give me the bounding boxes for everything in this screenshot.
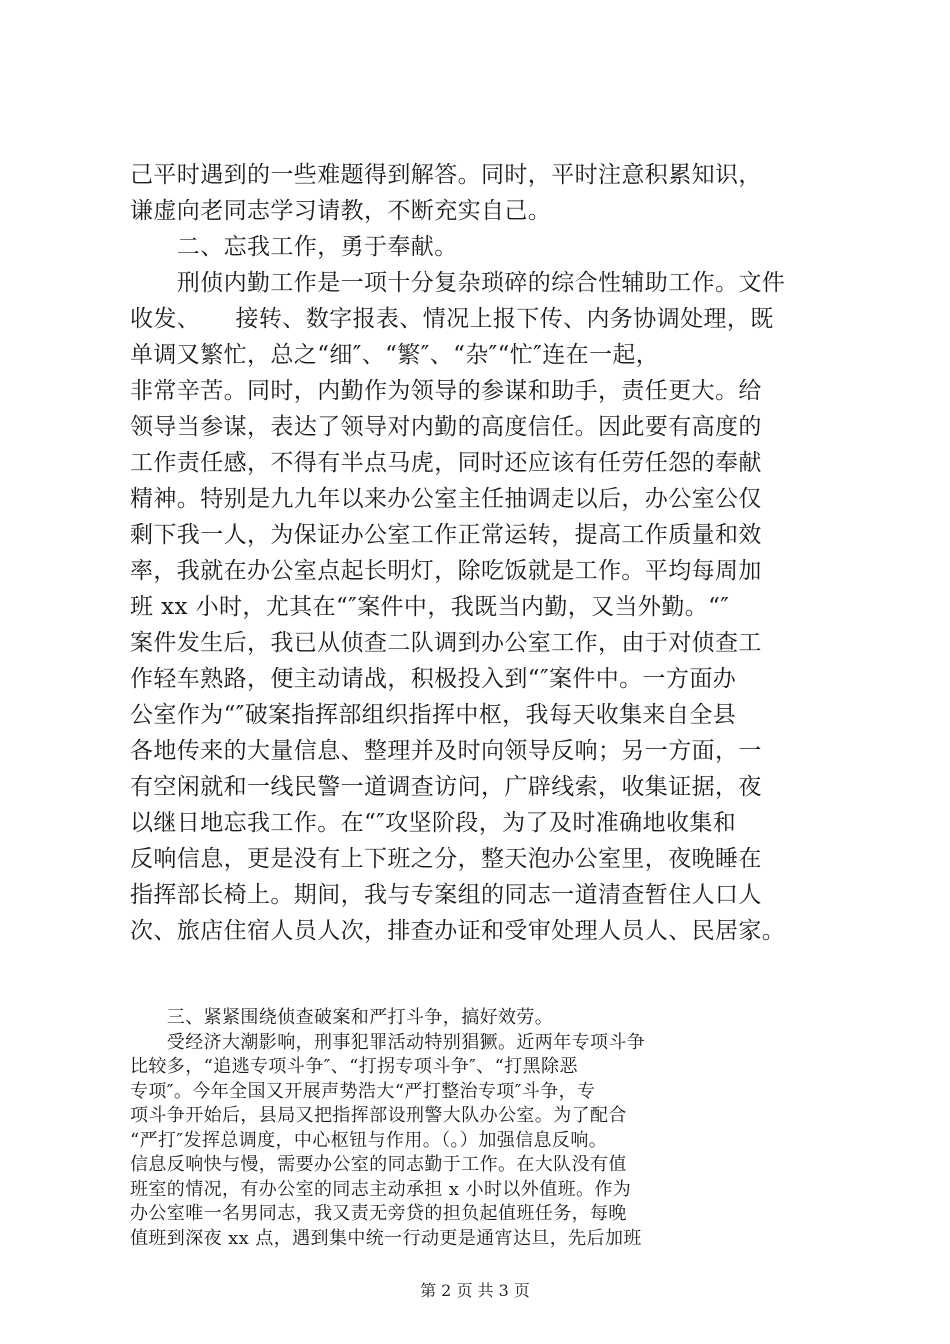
paragraph-line: 受经济大潮影响，刑事犯罪活动特别猖獗。近两年专项斗争 (130, 1032, 646, 1053)
section-heading: 二、忘我工作，勇于奉献。 (130, 234, 458, 260)
paragraph-line: “严打″发挥总调度，中心枢钮与作用。（。）加强信息反响。 (130, 1130, 608, 1151)
paragraph-line: 刑侦内勤工作是一项十分复杂琐碎的综合性辅助工作。文件 (130, 270, 786, 296)
paragraph-line: 己平时遇到的一些难题得到解答。同时，平时注意积累知识， (130, 162, 762, 188)
paragraph-line: 比较多，“追逃专项斗争″、“打拐专项斗争″、“打黑除恶 (130, 1056, 578, 1077)
paragraph-line: 班 xx 小时，尤其在“″案件中，我既当内勤，又当外勤。“″ (130, 594, 730, 620)
paragraph-line: 专项″。今年全国又开展声势浩大“严打整治专项″斗争，专 (130, 1081, 596, 1102)
paragraph-line: 单调又繁忙，总之“细″、“繁″、“杂″“忙″连在一起， (130, 342, 660, 368)
page-footer: 第 2 页 共 3 页 (420, 1281, 530, 1300)
paragraph-line: 项斗争开始后，县局又把指挥部设刑警大队办公室。为了配合 (130, 1105, 627, 1126)
paragraph-line: 剩下我一人，为保证办公室工作正常运转，提高工作质量和效 (130, 522, 762, 548)
paragraph-line: 谦虚向老同志学习请教，不断充实自己。 (130, 198, 552, 224)
paragraph-line: 值班到深夜 xx 点，遇到集中统一行动更是通宵达旦，先后加班 (130, 1228, 642, 1249)
paragraph-line: 班室的情况，有办公室的同志主动承担 x 小时以外值班。作为 (130, 1179, 632, 1200)
paragraph-line: 作轻车熟路，便主动请战，积极投入到“″案件中。一方面办 (130, 666, 737, 692)
paragraph-line: 收发、 接转、数字报表、情况上报下传、内务协调处理，既 (130, 306, 774, 332)
paragraph-line: 有空闲就和一线民警一道调查访问，广辟线索，收集证据，夜 (130, 774, 762, 800)
paragraph-line: 案件发生后，我已从侦查二队调到办公室工作，由于对侦查工 (130, 630, 762, 656)
paragraph-line: 领导当参谋，表达了领导对内勤的高度信任。因此要有高度的 (130, 414, 762, 440)
paragraph-line: 各地传来的大量信息、整理并及时向领导反响；另一方面，一 (130, 738, 762, 764)
section-heading: 三、紧紧围绕侦查破案和严打斗争，搞好效劳。 (130, 1007, 554, 1028)
paragraph-line: 信息反响快与慢，需要办公室的同志勤于工作。在大队没有值 (130, 1154, 627, 1175)
paragraph-line: 次、旅店住宿人员人次，排查办证和受审处理人员人、民居家。 (130, 918, 786, 944)
paragraph-line: 非常辛苦。同时，内勤作为领导的参谋和助手，责任更大。给 (130, 378, 762, 404)
paragraph-line: 反响信息，更是没有上下班之分，整天泡办公室里，夜晚睡在 (130, 846, 762, 872)
paragraph-line: 率，我就在办公室点起长明灯，除吃饭就是工作。平均每周加 (130, 558, 762, 584)
paragraph-line: 指挥部长椅上。期间，我与专案组的同志一道清查暂住人口人 (130, 882, 762, 908)
paragraph-line: 精神。特别是九九年以来办公室主任抽调走以后，办公室公仅 (130, 486, 762, 512)
paragraph-line: 工作责任感，不得有半点马虎，同时还应该有任劳任怨的奉献 (130, 450, 762, 476)
paragraph-line: 公室作为“″破案指挥部组织指挥中枢，我每天收集来自全县 (130, 702, 737, 728)
paragraph-line: 以继日地忘我工作。在“″攻坚阶段，为了及时准确地收集和 (130, 810, 737, 836)
paragraph-line: 办公室唯一名男同志，我又责无旁贷的担负起值班任务，每晚 (130, 1203, 627, 1224)
